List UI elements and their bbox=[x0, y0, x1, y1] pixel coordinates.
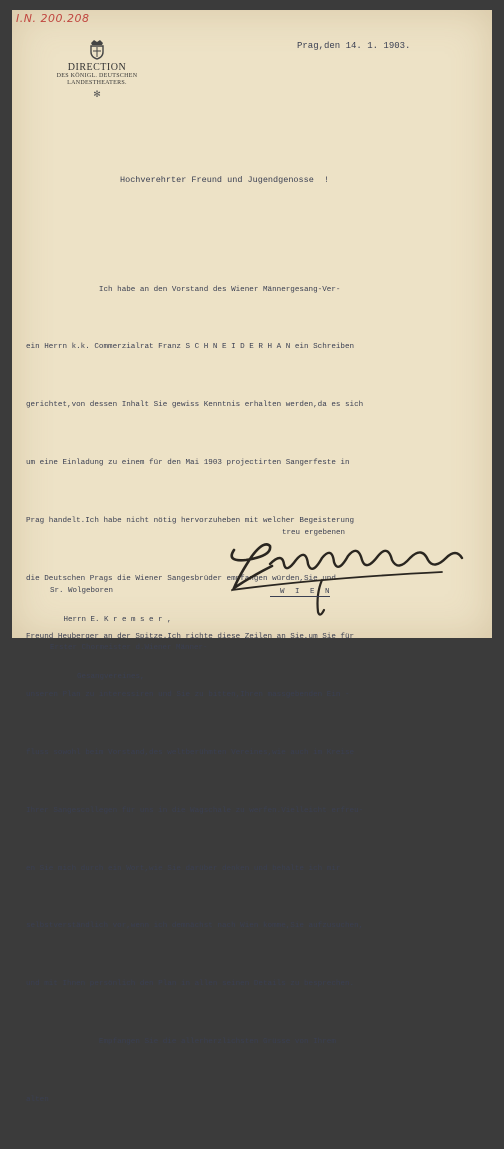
body-line: Empfangen Sie die allerherzlichsten Grüsse von Ihrem bbox=[26, 1038, 336, 1047]
closing-formula: treu ergebenen bbox=[282, 529, 346, 537]
body-line: Ihrer Sangescollegen für uns in die Wagschale zu werfen.Vielleicht erfreu- bbox=[26, 806, 364, 815]
salutation: Hochverehrter Freund und Jugendgenosse ! bbox=[120, 175, 330, 185]
body-line: Ich habe an den Vorstand des Wiener Männergesang-Ver- bbox=[26, 285, 341, 294]
body-line: ein Herrn k.k. Commerzialrat Franz S C H N E I D E R H A N ein Schreiben bbox=[26, 343, 355, 352]
letterhead-title: DIRECTION bbox=[67, 62, 127, 73]
letterhead-line1: DES KÖNIGL. DEUTSCHEN bbox=[56, 73, 138, 79]
letterhead-line2: LANDESTHEATERS. bbox=[67, 80, 127, 86]
body-line: fluss sowohl beim Vorstand,des weltberühmten Vereines,wie auch im Kreise bbox=[26, 748, 355, 757]
body-line: Prag handelt.Ich habe nicht nötig hervorzuheben mit welcher Begeisterung bbox=[26, 517, 355, 526]
addressee-line: Herrn E. K r e m s e r , bbox=[50, 615, 172, 624]
archive-number: I.N. 200.208 bbox=[16, 12, 90, 25]
crest-icon bbox=[88, 38, 106, 60]
ornament-icon: ✻ bbox=[93, 89, 101, 99]
handwritten-signature bbox=[212, 530, 472, 620]
body-line: Freund Heuberger an der Spitze.Ich richte diese Zeilen an Sie,um Sie für bbox=[26, 632, 355, 641]
letterhead bbox=[22, 38, 172, 100]
city-underline bbox=[270, 596, 330, 597]
addressee-line: Sr. Wolgeboren bbox=[50, 587, 114, 595]
body-line: gerichtet,von dessen Inhalt Sie gewiss Kenntnis erhalten werden,da es sich bbox=[26, 401, 364, 410]
body-line: selbstverständlich vor,wenn ich demnächst nach Wien komme,Sie aufzusuchen, bbox=[26, 922, 364, 931]
body-line: die Deutschen Prags die Wiener Sangesbrüder empfangen würden,Sie und bbox=[26, 575, 336, 584]
body-line: und mit Ihnen persönlich den Plan in allen seinen Details zu besprechen. bbox=[26, 980, 355, 989]
body-line: alten bbox=[26, 1096, 49, 1105]
addressee-line: Erster Chormeister d.Wiener Männer- bbox=[50, 644, 208, 652]
body-line: um eine Einladung zu einem für den Mai 1903 projectirten Sangerfeste in bbox=[26, 459, 350, 468]
addressee-city: W I E N bbox=[280, 588, 333, 596]
body-line: unseren Plan zu interessiren und Sie zu bitten,Ihren massgebenden Ein - bbox=[26, 690, 350, 699]
addressee-block bbox=[50, 568, 208, 701]
body-line: en Sie mich durch ein Wort,wie Sie darüber denken und behalte ich mir bbox=[26, 864, 341, 873]
addressee-line: Gesangvereines, bbox=[50, 672, 145, 681]
letter-page bbox=[12, 10, 492, 1105]
letter-date: Prag,den 14. 1. 1903. bbox=[297, 41, 411, 51]
